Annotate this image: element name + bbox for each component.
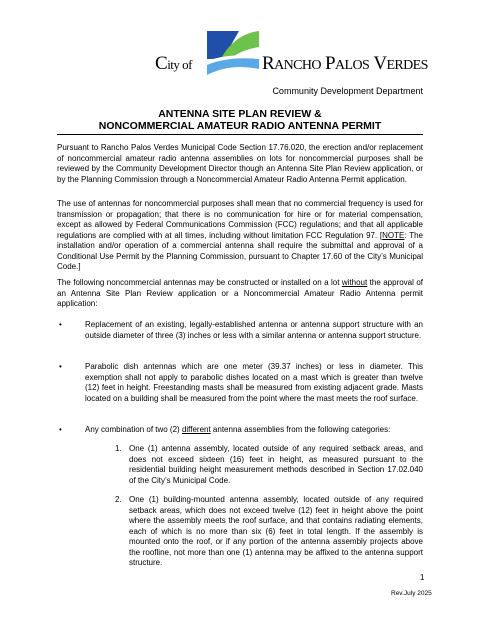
department-name: Community Development Department [272, 86, 423, 96]
bullet-icon: • [59, 320, 62, 329]
city-ity-text: ity [167, 57, 180, 72]
title-underline [57, 134, 423, 135]
rancho-initial: R [262, 53, 275, 74]
noncommercial-definition-paragraph [57, 199, 423, 273]
document-title-line2: NONCOMMERCIAL AMATEUR RADIO ANTENNA PERMIT [98, 120, 382, 132]
note-label: NOTE [382, 230, 405, 240]
item-number: 2. [115, 495, 122, 504]
verdes-rest: ERDES [386, 58, 428, 73]
bullet-text [85, 425, 423, 436]
p2-text-a: The use of antennas for noncommercial purposes shall mean that no commercial frequency is used for transmission or propagation; that there is no communication for hire or for material compensation, except as allowed by Federal Communications Commission (FCC) regulations; and that all applicable regulations are complied with at all times, including without limitation FCC Regulation 97. [ [57, 199, 423, 240]
bullet3-text-b: antenna assemblies from the following categories: [210, 425, 391, 434]
city-of-label [155, 53, 192, 75]
bullet-icon: • [59, 362, 62, 371]
city-logo-icon [203, 29, 259, 77]
item-number: 1. [115, 444, 122, 453]
exemptions-intro-paragraph [57, 278, 423, 310]
bullet-text: Parabolic dish antennas which are one meter (39.37 inches) or less in diameter. This exemption shall not apply to parabolic dishes located on a mast which is greater than twelve (12) feet in height. Freestanding masts shall be measured from existing adjacent grade. Masts located on a building shall be measured from the point where the mast meets the roof surface. [85, 362, 423, 403]
document-title-line1: ANTENNA SITE PLAN REVIEW & [158, 108, 322, 120]
palos-rest: ALOS [334, 58, 370, 73]
revision-date: Rev.July 2025 [391, 590, 432, 597]
p3-text-a: The following noncommercial antennas may be constructed or installed on a lot [57, 278, 342, 287]
intro-paragraph: Pursuant to Rancho Palos Verdes Municipal Code Section 17.76.020, the erection and/or replacement of noncommercial amateur radio antenna assemblies on lots for noncommercial purposes shall be reviewed by the Community Development Director though an Antenna Site Plan Review application, or by the Planning Commission through a Noncommercial Amateur Radio Antenna Permit application. [57, 143, 423, 184]
without-emphasis: without [341, 278, 368, 287]
city-c-letter: C [155, 53, 168, 74]
bullet3-text-a: Any combination of two (2) [85, 425, 182, 434]
page-number: 1 [420, 573, 425, 582]
verdes-initial: V [373, 53, 387, 74]
bullet-text: Replacement of an existing, legally-established antenna or antenna support structure with an outside diameter of three (3) inches or less with a similar antenna or antenna support structure. [85, 320, 423, 340]
item-text: One (1) antenna assembly, located outside of any required setback areas, and does not exceed sixteen (16) feet in height, as measured pursuant to the residential building height measurement methods described in Section 17.02.040 of the City’s Municipal Code. [129, 444, 423, 485]
palos-initial: P [325, 53, 335, 74]
rancho-rest: ANCHO [274, 58, 321, 73]
different-emphasis: different [181, 425, 211, 434]
city-name-label [262, 53, 428, 75]
city-of-text: of [182, 57, 193, 72]
p3-text-b: the approval of an Antenna Site Plan Review application or a Noncommercial Amateur Radio Antenna permit application: [57, 278, 424, 308]
p2-text-b: : The installation and/or operation of a commercial antenna shall require the submittal and approval of a Conditional Use Permit by the Planning Commission, pursuant to Chapter 17.60 of the City’s Municipal Code.] [57, 230, 423, 271]
bullet-icon: • [59, 425, 62, 434]
item-text: One (1) building-mounted antenna assembly, located outside of any required setback areas, which does not exceed twelve (12) feet in height above the point where the assembly meets the roof surface, and that contains radiating elements, each of which is no more than six (6) feet in total length. If the assembly is mounted onto the roof, or if any portion of the antenna assembly projects above the roofline, not more than one (1) antenna may be affixed to the antenna support structure. [129, 495, 423, 567]
